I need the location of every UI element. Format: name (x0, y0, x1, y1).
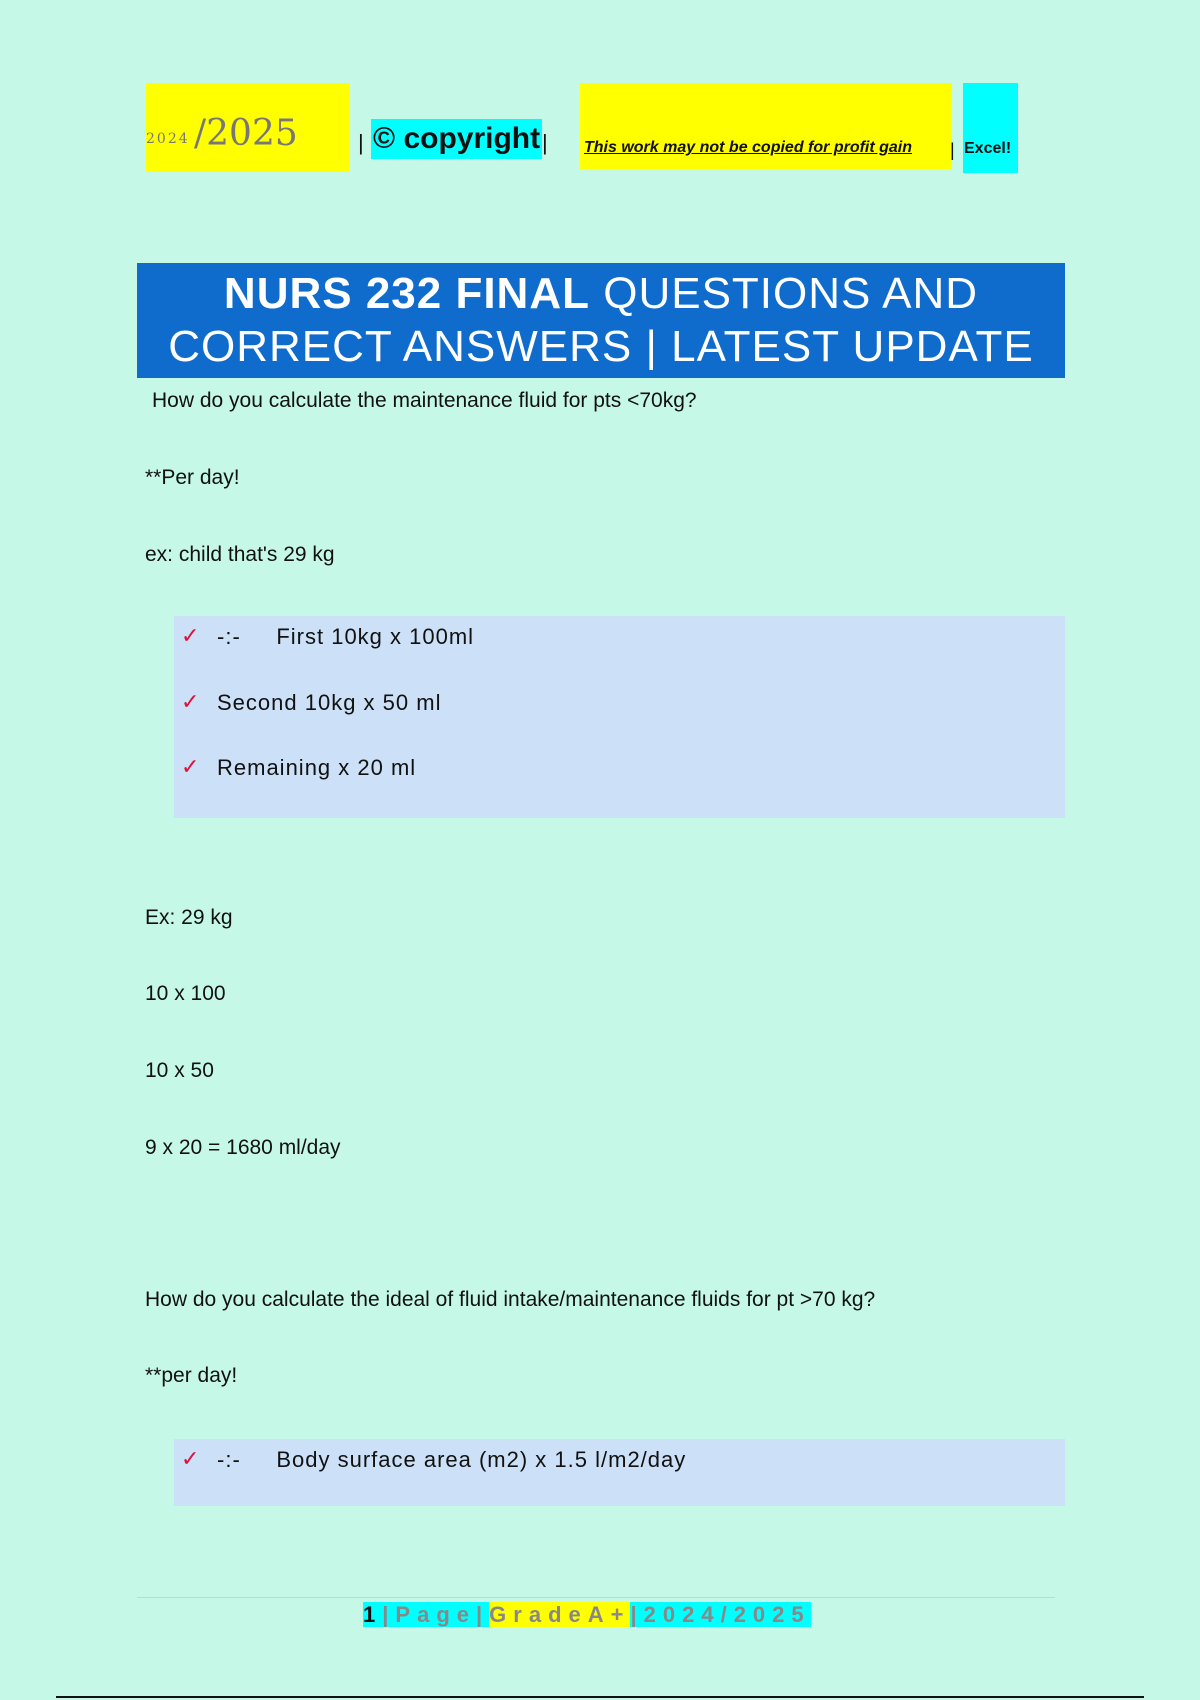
copyright-label: © copyright (371, 119, 542, 159)
answer-item: Second 10kg x 50 ml (217, 690, 442, 715)
copy-notice: This work may not be copied for profit gain (584, 139, 913, 156)
answer-item: -:- Body surface area (m2) x 1.5 l/m2/day (217, 1447, 687, 1472)
checkmark-icon: ✓ (181, 754, 200, 779)
work-line: 10 x 100 (145, 982, 226, 1005)
answer-item: Remaining x 20 ml (217, 755, 417, 780)
answer-box-1 (174, 616, 1065, 818)
title-line-1 (137, 267, 1065, 320)
checkmark-icon: ✓ (181, 623, 200, 648)
answer-box-2 (174, 1439, 1065, 1506)
work-line: Ex: 29 kg (145, 906, 233, 929)
question-2: How do you calculate the ideal of fluid intake/maintenance fluids for pt >70 kg? (145, 1288, 876, 1311)
title-line-2: CORRECT ANSWERS | LATEST UPDATE (168, 322, 1034, 371)
year-big: /2025 (194, 113, 298, 154)
footer-year: |2024/2025 (630, 1602, 811, 1627)
excel-highlight (963, 83, 1018, 173)
separator: | (358, 130, 364, 155)
work-line: 9 x 20 = 1680 ml/day (145, 1136, 341, 1159)
checkmark-icon: ✓ (181, 689, 200, 714)
page-label: |Page| (382, 1602, 490, 1627)
title-line-1-rest: QUESTIONS AND (590, 269, 979, 318)
separator: | (950, 140, 955, 160)
page-footer (363, 1600, 811, 1630)
question-2-note: **per day! (145, 1364, 238, 1387)
answer-item: -:- First 10kg x 100ml (217, 624, 475, 649)
question-1-note: **Per day! (145, 466, 240, 489)
title-course: NURS 232 FINAL (223, 269, 590, 318)
footer-divider (137, 1597, 1055, 1598)
question-1: How do you calculate the maintenance fluid for pts <70kg? (152, 389, 697, 412)
page-number: 1 (363, 1602, 383, 1627)
year-small: 2024 (146, 131, 190, 147)
document-title (137, 263, 1065, 378)
work-line: 10 x 50 (145, 1059, 214, 1082)
separator: | (542, 130, 548, 155)
page-bottom-rule (56, 1696, 1144, 1698)
checkmark-icon: ✓ (181, 1446, 200, 1471)
grade-label: GradeA+ (489, 1602, 631, 1627)
year-highlight (146, 83, 350, 172)
question-1-example: ex: child that's 29 kg (145, 543, 335, 566)
notice-highlight (580, 83, 952, 169)
excel-label: Excel! (964, 140, 1012, 157)
